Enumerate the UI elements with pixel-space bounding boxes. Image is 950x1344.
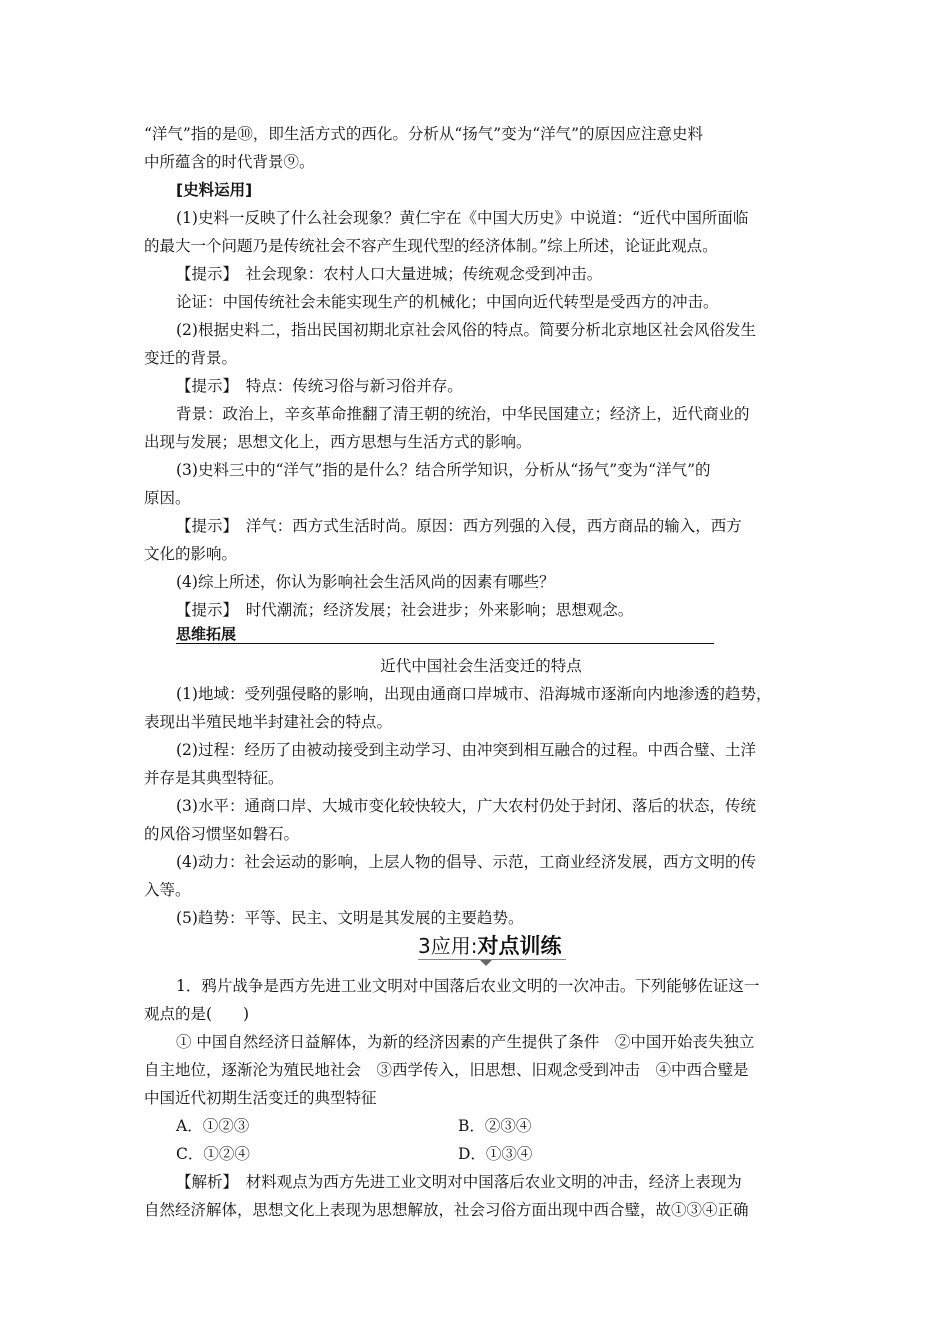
- banner-title: 对点训练: [477, 934, 562, 958]
- extension-line: (5)趋势：平等、民主、文明是其发展的主要趋势。: [176, 909, 524, 927]
- extension-line: 的风俗习惯坚如磐石。: [144, 825, 300, 843]
- hint-line: 背景：政治上，辛亥革命推翻了清王朝的统治，中华民国建立；经济上，近代商业的: [176, 405, 750, 423]
- extension-title: 近代中国社会生活变迁的特点: [380, 657, 582, 675]
- exercise-line: 自主地位，逐渐沦为殖民地社会 ③西学传入，旧思想、旧观念受到冲击 ④中西合璧是: [144, 1061, 749, 1079]
- banner-prefix: 应用:: [430, 934, 478, 958]
- banner-arrow-icon: [480, 960, 492, 966]
- question-line: (1)史料一反映了什么社会现象？黄仁宇在《中国大历史》中说道：“近代中国所面临: [176, 209, 749, 227]
- option-a: A．①②③: [176, 1117, 250, 1135]
- option-c: C．①②④: [176, 1145, 250, 1163]
- extension-line: (4)动力：社会运动的影响，上层人物的倡导、示范，工商业经济发展，西方文明的传: [176, 853, 756, 871]
- extension-line: 表现出半殖民地半封建社会的特点。: [144, 713, 393, 731]
- question-line: 原因。: [144, 489, 191, 507]
- banner-underline: [418, 959, 566, 960]
- hint-line: 【提示】 时代潮流；经济发展；社会进步；外来影响；思想观念。: [176, 601, 634, 619]
- hint-line: 【提示】 社会现象：农村人口大量进城；传统观念受到冲击。: [176, 265, 603, 283]
- question-line: (2)根据史料二，指出民国初期北京社会风俗的特点。简要分析北京地区社会风俗发生: [176, 321, 756, 339]
- option-b: B．②③④: [458, 1117, 532, 1135]
- paragraph-line: “洋气”指的是⑩，即生活方式的西化。分析从“扬气”变为“洋气”的原因应注意史料: [144, 125, 704, 143]
- exercise-line: ① 中国自然经济日益解体，为新的经济因素的产生提供了条件 ②中国开始丧失独立: [176, 1033, 755, 1051]
- extension-line: 入等。: [144, 881, 191, 899]
- extension-heading: [176, 623, 714, 644]
- hint-line: 出现与发展；思想文化上，西方思想与生活方式的影响。: [144, 433, 532, 451]
- analysis-line: 自然经济解体，思想文化上表现为思想解放，社会习俗方面出现中西合璧，故①③④正确: [144, 1201, 749, 1219]
- question-line: (3)史料三中的“洋气”指的是什么？结合所学知识，分析从“扬气”变为“洋气”的: [176, 461, 711, 479]
- section-title: [史料运用]: [176, 181, 253, 199]
- option-d: D．①③④: [458, 1145, 533, 1163]
- exercise-line: 中国近代初期生活变迁的典型特征: [144, 1089, 377, 1107]
- analysis-line: 【解析】 材料观点为西方先进工业文明对中国落后农业文明的冲击，经济上表现为: [176, 1173, 742, 1191]
- extension-line: (3)水平：通商口岸、大城市变化较快较大，广大农村仍处于封闭、落后的状态，传统: [176, 797, 756, 815]
- exercise-line: 1．鸦片战争是西方先进工业文明对中国落后农业文明的一次冲击。下列能够佐证这一: [176, 977, 760, 995]
- hint-line: 【提示】 特点：传统习俗与新习俗并存。: [176, 377, 463, 395]
- hint-line: 论证：中国传统社会未能实现生产的机械化；中国向近代转型是受西方的冲击。: [176, 293, 719, 311]
- question-line: 的最大一个问题乃是传统社会不容产生现代型的经济体制。”综上所述，论证此观点。: [144, 237, 718, 255]
- hint-line: 【提示】 洋气：西方式生活时尚。原因：西方列强的入侵，西方商品的输入，西方: [176, 517, 742, 535]
- extension-line: (2)过程：经历了由被动接受到主动学习、由冲突到相互融合的过程。中西合璧、土洋: [176, 741, 756, 759]
- question-line: 变迁的背景。: [144, 349, 238, 367]
- extension-line: (1)地域：受列强侵略的影响，出现由通商口岸城市、沿海城市逐渐向内地渗透的趋势，: [176, 685, 772, 703]
- exercise-line: 观点的是( ): [144, 1005, 250, 1023]
- section-banner: [418, 930, 561, 964]
- paragraph-line: 中所蕴含的时代背景⑨。: [144, 153, 315, 171]
- hint-line: 文化的影响。: [144, 545, 238, 563]
- extension-line: 并存是其典型特征。: [144, 769, 284, 787]
- banner-number: 3: [418, 934, 431, 958]
- question-line: (4)综上所述，你认为影响社会生活风尚的因素有哪些？: [176, 573, 555, 591]
- extension-heading-label: 思维拓展: [176, 625, 237, 643]
